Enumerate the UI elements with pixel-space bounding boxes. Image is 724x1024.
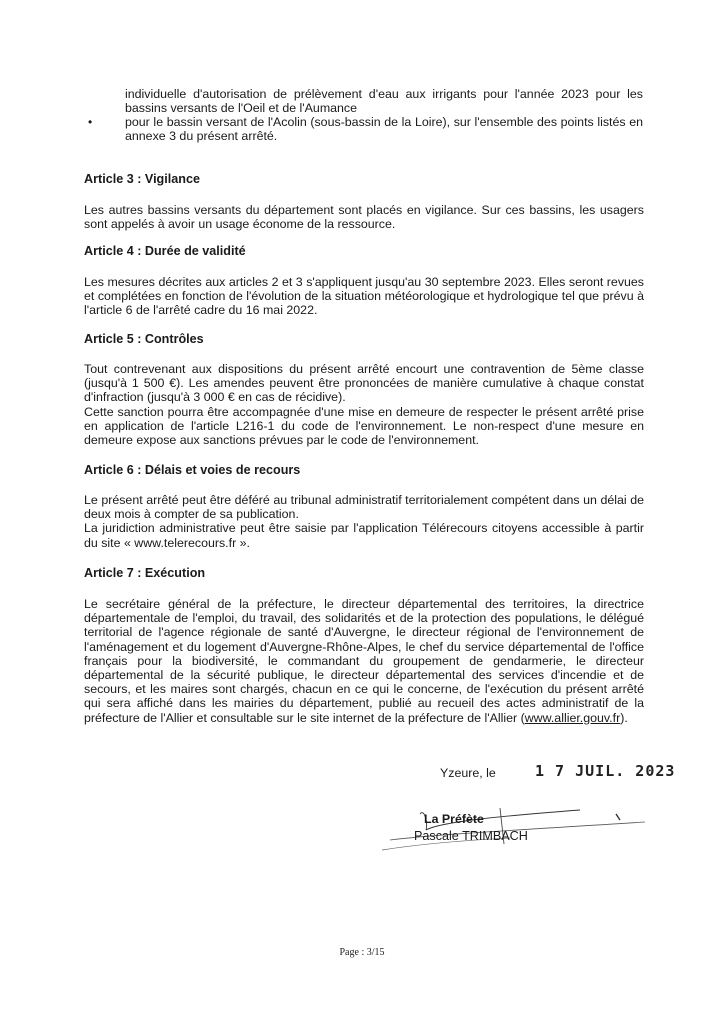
article-3-paragraph: Les autres bassins versants du département sont placés en vigilance. Sur ces bassins, les usagers sont appelés à avoir un usage économe de la ressource. [84,203,644,232]
intro-bullet-text [125,115,643,143]
date-stamp: 1 7 JUIL. 2023 [535,762,676,780]
signature-date [440,762,690,786]
article-5-paragraph-2: Cette sanction pourra être accompagnée d'une mise en demeure de respecter le présent arrêté prise en application de l'article L216-1 du code de l'environnement. Le non-respect d'une mesure en demeure expose aux sanctions prévues par le code de l'environnement. [84,404,644,448]
bullet-marker: • [88,115,93,129]
article-7-heading: Article 7 : Exécution [84,566,206,580]
article-7-text: Le secrétaire général de la préfecture, le directeur départemental des territoires, la directrice départementale de l'emploi, du travail, des solidarités et de la protection des populations, le délégué territorial de l'agence régionale de santé d'Auvergne, le directeur régional de l'environnement de l'aménagement et du logement d'Auvergne-Rhône-Alpes, le chef du service départemental de l'office français pour la biodiversité, le commandant du groupement de gendarmerie, le directeur départemental de la sécurité publique, le directeur départemental des services d'incendie et de secours, et les maires sont chargés, chacun en ce qui le concerne, de l'exécution du présent arrêté qui sera affiché dans les mairies du département, publié au recueil des actes administratif de la préfecture de l'Allier et consultable sur le site internet de la préfecture de l'Allier ( [84,597,644,725]
article-6-body [84,493,644,550]
article-5-heading: Article 5 : Contrôles [84,332,204,346]
article-5-body [84,362,644,447]
intro-bullet-paragraph: pour le bassin versant de l'Acolin (sous-bassin de la Loire), sur l'ensemble des points listés en annexe 3 du présent arrêté. [125,115,643,144]
article-7-closing: ). [620,710,628,725]
article-7-paragraph [84,597,644,725]
allier-website-link[interactable]: www.allier.gouv.fr [524,710,621,725]
article-6-heading: Article 6 : Délais et voies de recours [84,463,301,477]
article-6-paragraph-1: Le présent arrêté peut être déféré au tribunal administratif territorialement compétent dans un délai de deux mois à compter de sa publication. [84,493,644,522]
article-3-heading: Article 3 : Vigilance [84,172,200,186]
article-4-body [84,275,644,318]
article-6-paragraph-2: La juridiction administrative peut être saisie par l'application Télérecours citoyens accessible à partir du site « www.telerecours.fr ». [84,521,644,550]
article-5-paragraph-1: Tout contrevenant aux dispositions du présent arrêté encourt une contravention de 5ème classe (jusqu'à 1 500 €). Les amendes peuvent être prononcées de manière cumulative à chaque constat d'infraction (jusqu'à 3 000 € en cas de récidive). [84,362,644,405]
signature-place: Yzeure, le [440,766,496,780]
article-3-body [84,203,644,231]
intro-continued-text [125,87,643,115]
article-7-body [84,597,644,725]
article-4-paragraph: Les mesures décrites aux articles 2 et 3 s'appliquent jusqu'au 30 septembre 2023. Elles seront revues et complétées en fonction de l'évolution de la situation météorologique et hydrologique tel que prévu à l'article 6 de l'arrêté cadre du 16 mai 2022. [84,275,644,318]
intro-continued-paragraph: individuelle d'autorisation de prélèvement d'eau aux irrigants pour l'année 2023 pour les bassins versants de l'Oeil et de l'Aumance [125,87,643,116]
signature-block [380,800,660,870]
page-number: Page : 3/15 [339,947,385,958]
signatory-title: La Préfète [424,812,484,826]
signatory-name: Pascale TRIMBACH [414,829,528,843]
article-4-heading: Article 4 : Durée de validité [84,244,246,258]
